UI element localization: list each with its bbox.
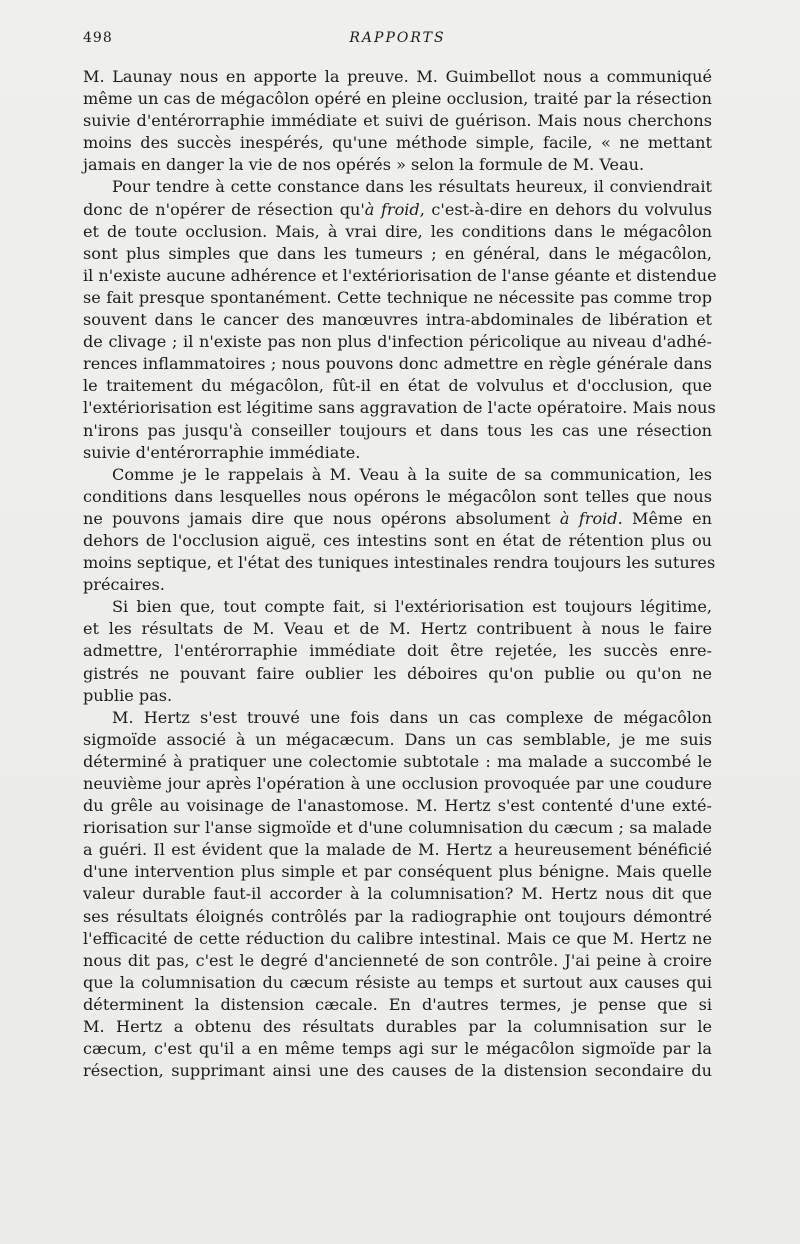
text-line: il n'existe aucune adhérence et l'extériorisation de l'anse géante et distendue: [83, 265, 717, 285]
text-line: d'une intervention plus simple et par conséquent plus bénigne. Mais quelle: [83, 862, 712, 882]
text-line: déterminent la distension cæcale. En d'autres termes, je pense que si: [83, 994, 712, 1014]
text-line: neuvième jour après l'opération à une occlusion provoquée par une coudure: [83, 774, 712, 793]
text-line: Comme je le rappelais à M. Veau à la suite de sa communication, les: [112, 464, 712, 484]
page-number: 498: [83, 30, 113, 46]
text-line: M. Hertz s'est trouvé une fois dans un cas complexe de mégacôlon: [112, 707, 712, 727]
text-line: se fait presque spontanément. Cette technique ne nécessite pas comme trop: [83, 287, 712, 307]
text-line: valeur durable faut-il accorder à la columnisation? M. Hertz nous dit que: [83, 884, 712, 904]
text-line: conditions dans lesquelles nous opérons le mégacôlon sont telles que nous: [83, 486, 712, 506]
running-title: RAPPORTS: [349, 30, 446, 46]
text-line: déterminé à pratiquer une colectomie subtotale : ma malade a succombé le: [83, 751, 712, 771]
text-line: moins septique, et l'état des tuniques intestinales rendra toujours les sutures: [83, 553, 716, 573]
text-line: donc de n'opérer de résection qu'à froid, c'est-à-dire en dehors du volvulus: [83, 199, 713, 219]
text-line: nous dit pas, c'est le degré d'ancienneté de son contrôle. J'ai peine à croire: [83, 950, 712, 970]
text-line: même un cas de mégacôlon opéré en pleine occlusion, traité par la résection: [83, 89, 712, 109]
text-line: Si bien que, tout compte fait, si l'extériorisation est toujours légitime,: [112, 597, 712, 617]
text-line: ses résultats éloignés contrôlés par la radiographie ont toujours démontré: [83, 906, 712, 926]
text-line: précaires.: [83, 575, 165, 595]
text-line: dehors de l'occlusion aiguë, ces intestins sont en état de rétention plus ou: [83, 530, 712, 550]
text-line: et de toute occlusion. Mais, à vrai dire, les conditions dans le mégacôlon: [83, 221, 712, 241]
text-line: M. Launay nous en apporte la preuve. M. Guimbellot nous a communiqué: [83, 67, 712, 86]
text-line: et les résultats de M. Veau et de M. Hertz contribuent à nous le faire: [83, 619, 712, 639]
text-line: moins des succès inespérés, qu'une méthode simple, facile, « ne mettant: [83, 133, 712, 153]
text-line: sont plus simples que dans les tumeurs ; en général, dans le mégacôlon,: [83, 243, 712, 263]
text-line: suivie d'entérorraphie immédiate.: [83, 442, 361, 462]
text-line: publie pas.: [83, 685, 173, 705]
text-line: jamais en danger la vie de nos opérés » selon la formule de M. Veau.: [83, 155, 645, 175]
text-line: l'efficacité de cette réduction du calibre intestinal. Mais ce que M. Hertz ne: [83, 928, 712, 948]
text-line: de clivage ; il n'existe pas non plus d'infection péricolique au niveau d'adhé-: [83, 332, 712, 352]
text-line: admettre, l'entérorraphie immédiate doit être rejetée, les succès enre-: [83, 641, 712, 661]
text-line: a guéri. Il est évident que la malade de M. Hertz a heureusement bénéficié: [83, 840, 712, 860]
text-line: riorisation sur l'anse sigmoïde et d'une columnisation du cæcum ; sa malade: [83, 818, 712, 838]
text-line: cæcum, c'est qu'il a en même temps agi sur le mégacôlon sigmoïde par la: [83, 1039, 712, 1059]
text-line: résection, supprimant ainsi une des causes de la distension secondaire du: [83, 1061, 712, 1081]
text-line: rences inflammatoires ; nous pouvons donc admettre en règle générale dans: [83, 354, 712, 374]
text-line: l'extériorisation est légitime sans aggravation de l'acte opératoire. Mais nous: [83, 398, 716, 418]
text-line: le traitement du mégacôlon, fût-il en état de volvulus et d'occlusion, que: [83, 376, 712, 396]
body-text: [83, 66, 717, 1082]
italic-phrase: à froid: [364, 199, 420, 219]
text-line: ne pouvons jamais dire que nous opérons absolument à froid. Même en: [83, 508, 712, 528]
text-line: que la columnisation du cæcum résiste au temps et surtout aux causes qui: [83, 972, 712, 992]
text-line: souvent dans le cancer des manœuvres intra-abdominales de libération et: [83, 310, 712, 330]
text-line: sigmoïde associé à un mégacæcum. Dans un cas semblable, je me suis: [83, 729, 712, 749]
page-header: [83, 30, 712, 50]
text-line: du grêle au voisinage de l'anastomose. M. Hertz s'est contenté d'une exté-: [83, 796, 712, 816]
italic-phrase: à froid: [559, 508, 618, 528]
text-line: suivie d'entérorraphie immédiate et suivi de guérison. Mais nous cherchons: [83, 111, 712, 131]
text-line: M. Hertz a obtenu des résultats durables par la columnisation sur le: [83, 1017, 712, 1037]
text-line: n'irons pas jusqu'à conseiller toujours et dans tous les cas une résection: [83, 420, 712, 440]
text-line: Pour tendre à cette constance dans les résultats heureux, il conviendrait: [112, 177, 712, 197]
text-line: gistrés ne pouvant faire oublier les déboires qu'on publie ou qu'on ne: [83, 663, 712, 683]
